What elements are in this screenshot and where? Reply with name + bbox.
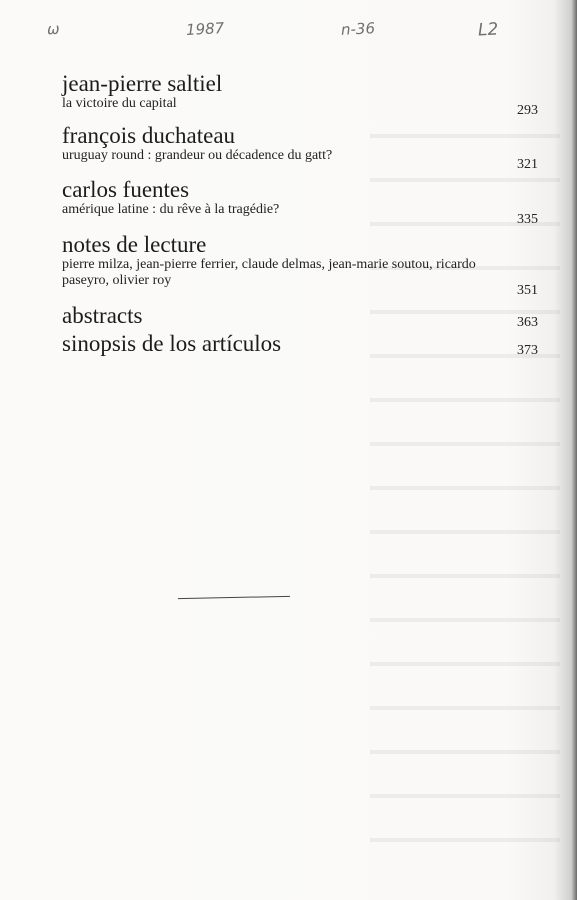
handwritten-issue-number: n-36 [340,19,376,39]
entry-article-title: uruguay round : grandeur ou décadence du gatt? [62,148,333,163]
entry-author: françois duchateau [62,123,236,148]
entry-author: carlos fuentes [62,177,190,202]
entry-reviewers: pierre milza, jean-pierre ferrier, claude delmas, jean-marie soutou, ricardo paseyro, olivier roy [62,257,476,288]
entry-page-number: 321 [517,157,538,172]
entry-section-title: abstracts [62,303,143,328]
toc-entry [62,72,538,124]
entry-section-title: sinopsis de los artículos [62,331,282,356]
table-of-contents [62,72,538,356]
toc-entry [62,178,538,233]
closing-rule [178,596,290,599]
handwritten-year: 1987 [185,19,225,39]
handwritten-code: L2 [477,19,499,41]
entry-page-number: 293 [517,103,538,118]
toc-entry [62,332,538,356]
entry-page-number: 351 [517,283,538,298]
entry-article-title: amérique latine : du rêve à la tragédie? [62,202,280,217]
entry-page-number: 363 [517,315,538,330]
entry-page-number: 335 [517,212,538,227]
entry-section-title: notes de lecture [62,232,207,257]
entry-page-number: 373 [517,343,538,358]
entry-author: jean-pierre saltiel [62,71,223,96]
toc-entry [62,124,538,178]
handwritten-mark: ω [46,19,61,39]
entry-article-title: la victoire du capital [62,96,177,111]
toc-entry [62,304,538,332]
toc-entry [62,233,538,304]
